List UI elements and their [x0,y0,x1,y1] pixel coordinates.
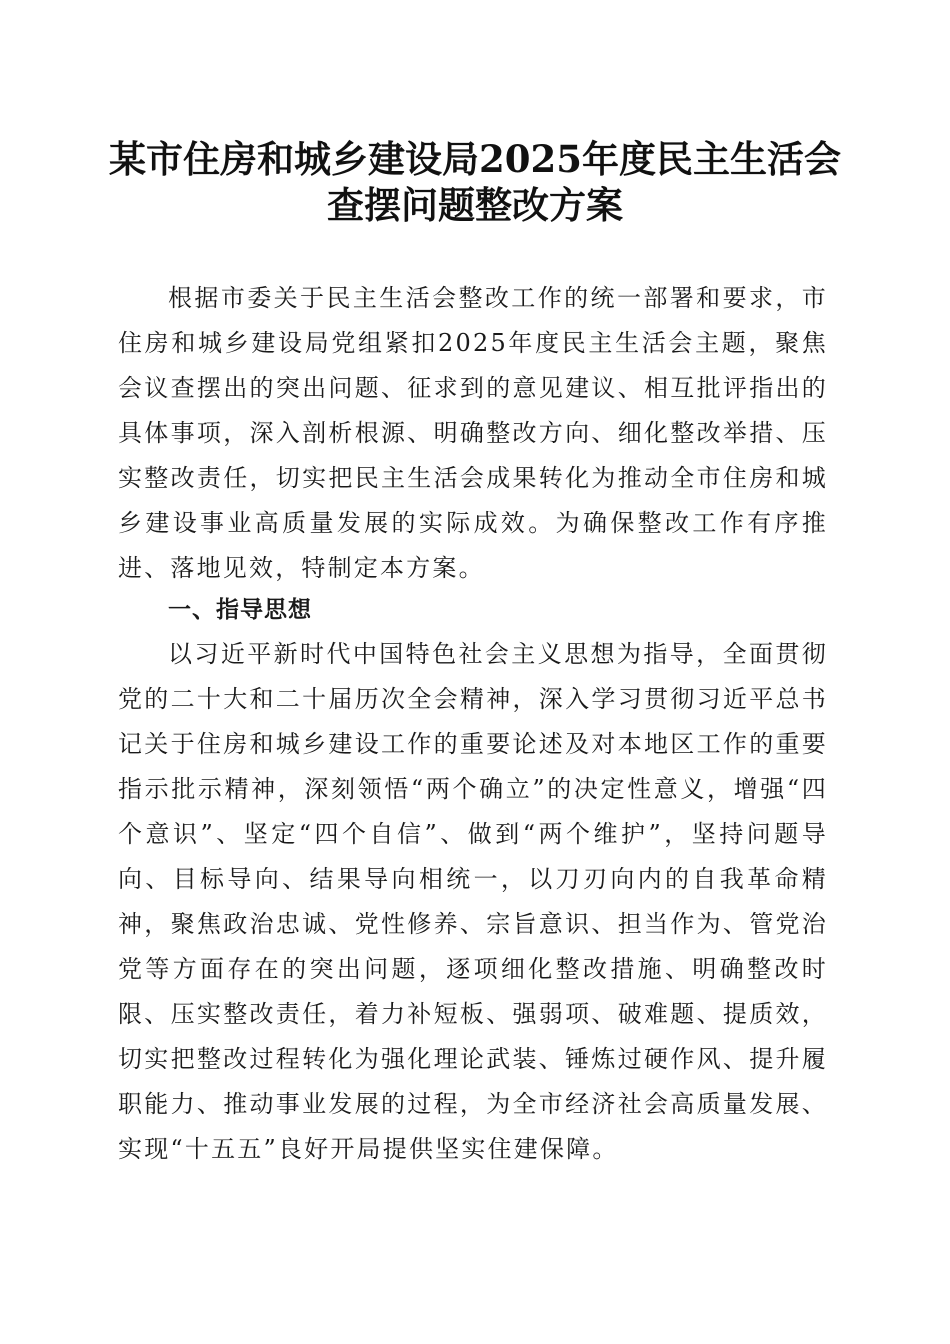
document-title-line-1: 某市住房和城乡建设局2025年度民主生活会 [109,137,841,181]
document-title-line-2: 查摆问题整改方案 [327,183,623,227]
guiding-ideology-paragraph: 以习近平新时代中国特色社会主义思想为指导，全面贯彻党的二十大和二十届历次全会精神，深入学习贯彻习近平总书记关于住房和城乡建设工作的重要论述及对本地区工作的重要指示批示精神，深刻领悟“两个确立”的决定性意义，增强“四个意识”、坚定“四个自信”、做到“两个维护”，坚持问题导向、目标导向、结果导向相统一，以刀刃向内的自我革命精神，聚焦政治忠诚、党性修养、宗旨意识、担当作为、管党治党等方面存在的突出问题，逐项细化整改措施、明确整改时限、压实整改责任，着力补短板、强弱项、破难题、提质效，切实把整改过程转化为强化理论武装、锤炼过硬作风、提升履职能力、推动事业发展的过程，为全市经济社会高质量发展、实现“十五五”良好开局提供坚实住建保障。 [118,640,828,1163]
section-heading-guiding-ideology: 一、指导思想 [168,597,312,623]
intro-paragraph: 根据市委关于民主生活会整改工作的统一部署和要求，市住房和城乡建设局党组紧扣2025年度民主生活会主题，聚焦会议查摆出的突出问题、征求到的意见建议、相互批评指出的具体事项，深入剖析根源、明确整改方向、细化整改举措、压实整改责任，切实把民主生活会成果转化为推动全市住房和城乡建设事业高质量发展的实际成效。为确保整改工作有序推进、落地见效，特制定本方案。 [118,284,828,582]
